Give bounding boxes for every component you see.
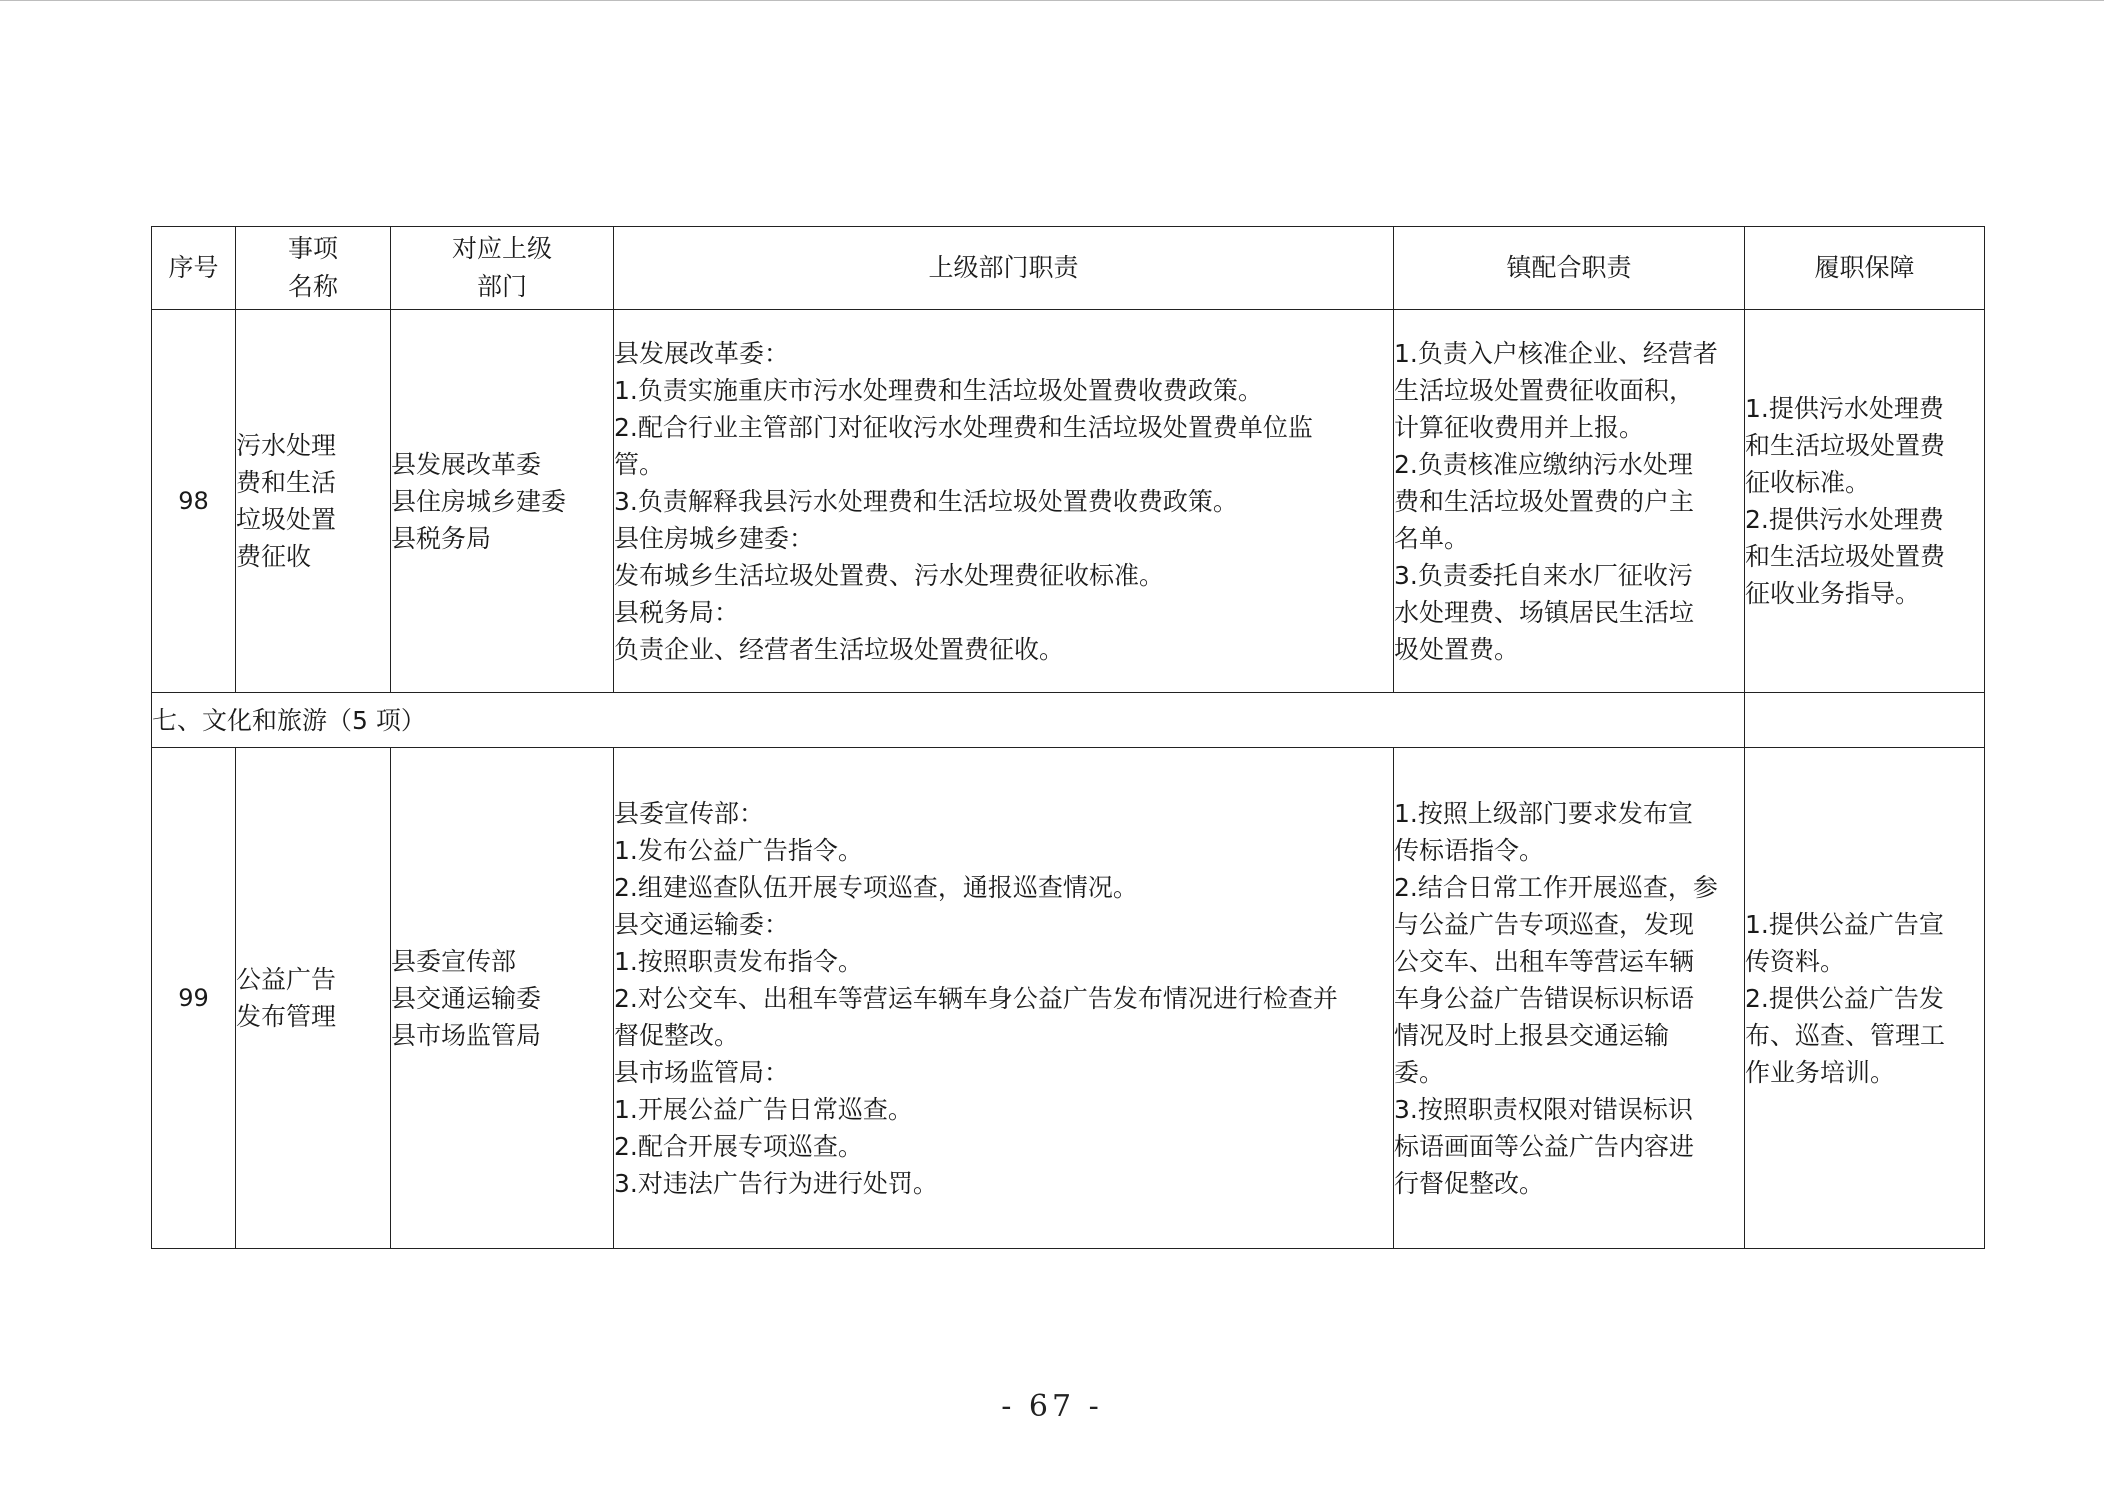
upper-duty-line: 1.开展公益广告日常巡查。 [614, 1094, 913, 1124]
guarantee-line: 1.提供污水处理费 [1745, 394, 1944, 423]
guarantee-line: 2.提供污水处理费 [1745, 505, 1944, 534]
town-duty-line: 圾处置费。 [1394, 634, 1520, 664]
upper-duty-line: 负责企业、经营者生活垃圾处置费征收。 [614, 634, 1065, 664]
duty-table [151, 226, 1985, 1249]
guarantee-line: 传资料。 [1745, 946, 1846, 976]
upper-duty-line: 1.按照职责发布指令。 [614, 946, 863, 976]
item-name-cell [236, 310, 391, 693]
header-name-line: 事项 [287, 234, 338, 263]
header-town-duty: 镇配合职责 [1394, 227, 1745, 310]
guarantee-cell [1745, 310, 1985, 693]
table-row [152, 310, 1985, 693]
town-duty-cell [1394, 310, 1745, 693]
town-duty-line: 水处理费、场镇居民生活垃 [1394, 597, 1695, 627]
town-duty-cell [1394, 748, 1745, 1249]
dept-line: 县市场监管局 [391, 1020, 542, 1050]
guarantee-line: 征收标准。 [1745, 468, 1871, 497]
page-number: - 67 - [1001, 1389, 1103, 1424]
upper-duty-line: 管。 [614, 449, 665, 479]
header-name [236, 227, 391, 310]
header-name-line: 名称 [287, 272, 338, 301]
guarantee-line: 和生活垃圾处置费 [1745, 431, 1946, 460]
item-name-line: 垃圾处置 [236, 505, 337, 534]
upper-duty-line: 2.对公交车、出租车等营运车辆车身公益广告发布情况进行检查并 [614, 983, 1338, 1013]
town-duty-line: 费和生活垃圾处置费的户主 [1394, 486, 1695, 516]
table-header-row [152, 227, 1985, 310]
town-duty-line: 情况及时上报县交通运输 [1394, 1020, 1670, 1050]
upper-duty-line: 发布城乡生活垃圾处置费、污水处理费征收标准。 [614, 560, 1165, 590]
town-duty-line: 2.负责核准应缴纳污水处理 [1394, 449, 1693, 479]
upper-duty-line: 县市场监管局： [614, 1057, 790, 1087]
section-empty-cell [1745, 693, 1985, 748]
table-row [152, 748, 1985, 1249]
town-duty-line: 1.负责入户核准企业、经营者 [1394, 338, 1718, 368]
item-name-line: 费和生活 [236, 468, 337, 497]
item-name-line: 发布管理 [236, 1002, 337, 1031]
section-title: 七、文化和旅游（5 项） [152, 693, 1745, 748]
guarantee-line: 2.提供公益广告发 [1745, 983, 1944, 1013]
town-duty-line: 2.结合日常工作开展巡查，参 [1394, 872, 1718, 902]
guarantee-cell [1745, 748, 1985, 1249]
item-name-line: 公益广告 [236, 965, 337, 994]
town-duty-line: 生活垃圾处置费征收面积， [1394, 375, 1695, 405]
town-duty-line: 名单。 [1394, 523, 1470, 553]
town-duty-line: 公交车、出租车等营运车辆 [1394, 946, 1695, 976]
row-seq: 98 [152, 310, 236, 693]
town-duty-line: 与公益广告专项巡查，发现 [1394, 909, 1695, 939]
upper-duty-line: 县住房城乡建委： [614, 523, 815, 553]
town-duty-line: 3.负责委托自来水厂征收污 [1394, 560, 1693, 590]
header-guarantee: 履职保障 [1745, 227, 1985, 310]
guarantee-line: 征收业务指导。 [1745, 579, 1921, 608]
town-duty-line: 标语画面等公益广告内容进 [1394, 1131, 1695, 1161]
town-duty-line: 3.按照职责权限对错误标识 [1394, 1094, 1693, 1124]
upper-duty-line: 县发展改革委： [614, 338, 790, 368]
header-dept-line: 对应上级 [451, 234, 552, 263]
dept-line: 县交通运输委 [391, 983, 542, 1013]
dept-line: 县税务局 [391, 523, 492, 553]
upper-duty-line: 2.组建巡查队伍开展专项巡查，通报巡查情况。 [614, 872, 1138, 902]
upper-duty-line: 县交通运输委： [614, 909, 790, 939]
header-dept-line: 部门 [476, 272, 527, 301]
guarantee-line: 1.提供公益广告宣 [1745, 909, 1944, 939]
item-name-line: 污水处理 [236, 431, 337, 460]
upper-duty-line: 2.配合行业主管部门对征收污水处理费和生活垃圾处置费单位监 [614, 412, 1313, 442]
upper-duty-line: 督促整改。 [614, 1020, 740, 1050]
upper-duty-line: 1.负责实施重庆市污水处理费和生活垃圾处置费收费政策。 [614, 375, 1263, 405]
town-duty-line: 车身公益广告错误标识标语 [1394, 983, 1695, 1013]
item-name-cell [236, 748, 391, 1249]
town-duty-line: 委。 [1394, 1057, 1445, 1087]
dept-line: 县委宣传部 [391, 946, 517, 976]
town-duty-line: 计算征收费用并上报。 [1394, 412, 1645, 442]
upper-duty-line: 县税务局： [614, 597, 740, 627]
dept-cell [391, 310, 614, 693]
town-duty-line: 传标语指令。 [1394, 835, 1545, 865]
section-row [152, 693, 1985, 748]
header-dept [391, 227, 614, 310]
upper-duty-line: 1.发布公益广告指令。 [614, 835, 863, 865]
header-seq: 序号 [152, 227, 236, 310]
upper-duty-line: 3.对违法广告行为进行处罚。 [614, 1168, 938, 1198]
upper-duty-cell [614, 310, 1394, 693]
header-upper-duty: 上级部门职责 [614, 227, 1394, 310]
town-duty-line: 行督促整改。 [1394, 1168, 1545, 1198]
guarantee-line: 布、巡查、管理工 [1745, 1020, 1946, 1050]
guarantee-line: 和生活垃圾处置费 [1745, 542, 1946, 571]
item-name-line: 费征收 [236, 542, 312, 571]
upper-duty-cell [614, 748, 1394, 1249]
upper-duty-line: 2.配合开展专项巡查。 [614, 1131, 863, 1161]
guarantee-line: 作业务培训。 [1745, 1057, 1896, 1087]
page-top-rule [0, 0, 2104, 1]
dept-line: 县发展改革委 [391, 449, 542, 479]
upper-duty-line: 3.负责解释我县污水处理费和生活垃圾处置费收费政策。 [614, 486, 1238, 516]
upper-duty-line: 县委宣传部： [614, 798, 765, 828]
dept-cell [391, 748, 614, 1249]
dept-line: 县住房城乡建委 [391, 486, 567, 516]
town-duty-line: 1.按照上级部门要求发布宣 [1394, 798, 1693, 828]
row-seq: 99 [152, 748, 236, 1249]
